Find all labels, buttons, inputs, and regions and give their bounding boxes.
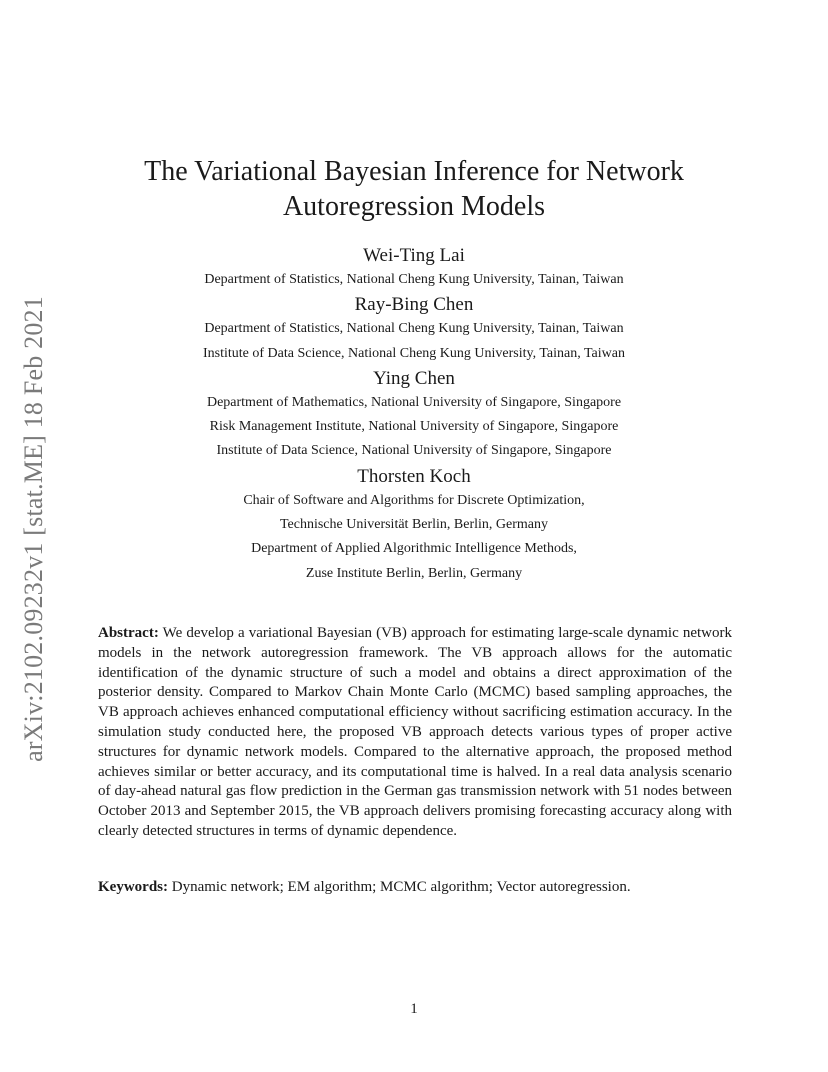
author-entry	[100, 292, 728, 366]
author-affiliation: Institute of Data Science, National University of Singapore, Singapore	[216, 443, 612, 459]
author-entry	[100, 366, 728, 464]
paper-title-line-2: Autoregression Models	[282, 191, 546, 222]
keywords-label: Keywords:	[98, 879, 168, 895]
author-affiliation: Department of Mathematics, National University of Singapore, Singapore	[206, 394, 622, 410]
author-affiliation: Department of Statistics, National Cheng Kung University, Tainan, Taiwan	[204, 321, 624, 337]
author-name: Ray-Bing Chen	[354, 294, 474, 316]
abstract-text: We develop a variational Bayesian (VB) approach for estimating large-scale dynamic network models in the network autoregression framework. The VB approach allows for the automatic identification of the dynamic structure of such a model and obtains a direct approximation of the posterior density. Compared to Markov Chain Monte Carlo (MCMC) based sampling approaches, the VB approach achieves enhanced computational efficiency without sacrificing estimation accuracy. In the simulation study conducted here, the proposed VB approach detects various types of proper active structures for dynamic network models. Compared to the alternative approach, the proposed method achieves similar or better accuracy, and its computational time is halved. In a real data analysis scenario of day-ahead natural gas flow prediction in the German gas transmission network with 51 nodes between October 2013 and September 2015, the VB approach delivers promising forecasting accuracy along with clearly detected structures in terms of dynamic dependence.	[98, 625, 732, 839]
author-name: Wei-Ting Lai	[363, 245, 465, 266]
paper-title-line-1: The Variational Bayesian Inference for Network	[144, 156, 684, 187]
paper-title	[100, 154, 728, 224]
author-entry	[100, 243, 728, 292]
page-number: 1	[410, 1001, 418, 1017]
author-entry	[100, 464, 728, 586]
author-affiliation: Chair of Software and Algorithms for Discrete Optimization,	[243, 492, 585, 508]
author-affiliation: Risk Management Institute, National University of Singapore, Singapore	[209, 419, 619, 435]
arxiv-identifier-text: arXiv:2102.09232v1 [stat.ME] 18 Feb 2021	[19, 296, 48, 762]
keywords-text: Dynamic network; EM algorithm; MCMC algorithm; Vector autoregression.	[171, 879, 631, 895]
author-name: Ying Chen	[373, 367, 455, 389]
author-name: Thorsten Koch	[357, 465, 471, 487]
author-affiliation: Zuse Institute Berlin, Berlin, Germany	[305, 565, 523, 581]
author-affiliation: Technische Universität Berlin, Berlin, Germany	[279, 517, 549, 533]
author-affiliation: Institute of Data Science, National Cheng Kung University, Tainan, Taiwan	[203, 345, 625, 361]
author-affiliation: Department of Statistics, National Cheng Kung University, Tainan, Taiwan	[204, 272, 624, 287]
author-affiliation: Department of Applied Algorithmic Intelligence Methods,	[251, 541, 577, 557]
author-block	[100, 243, 728, 586]
abstract	[98, 624, 732, 842]
keywords	[98, 877, 732, 897]
abstract-label: Abstract:	[98, 625, 159, 641]
